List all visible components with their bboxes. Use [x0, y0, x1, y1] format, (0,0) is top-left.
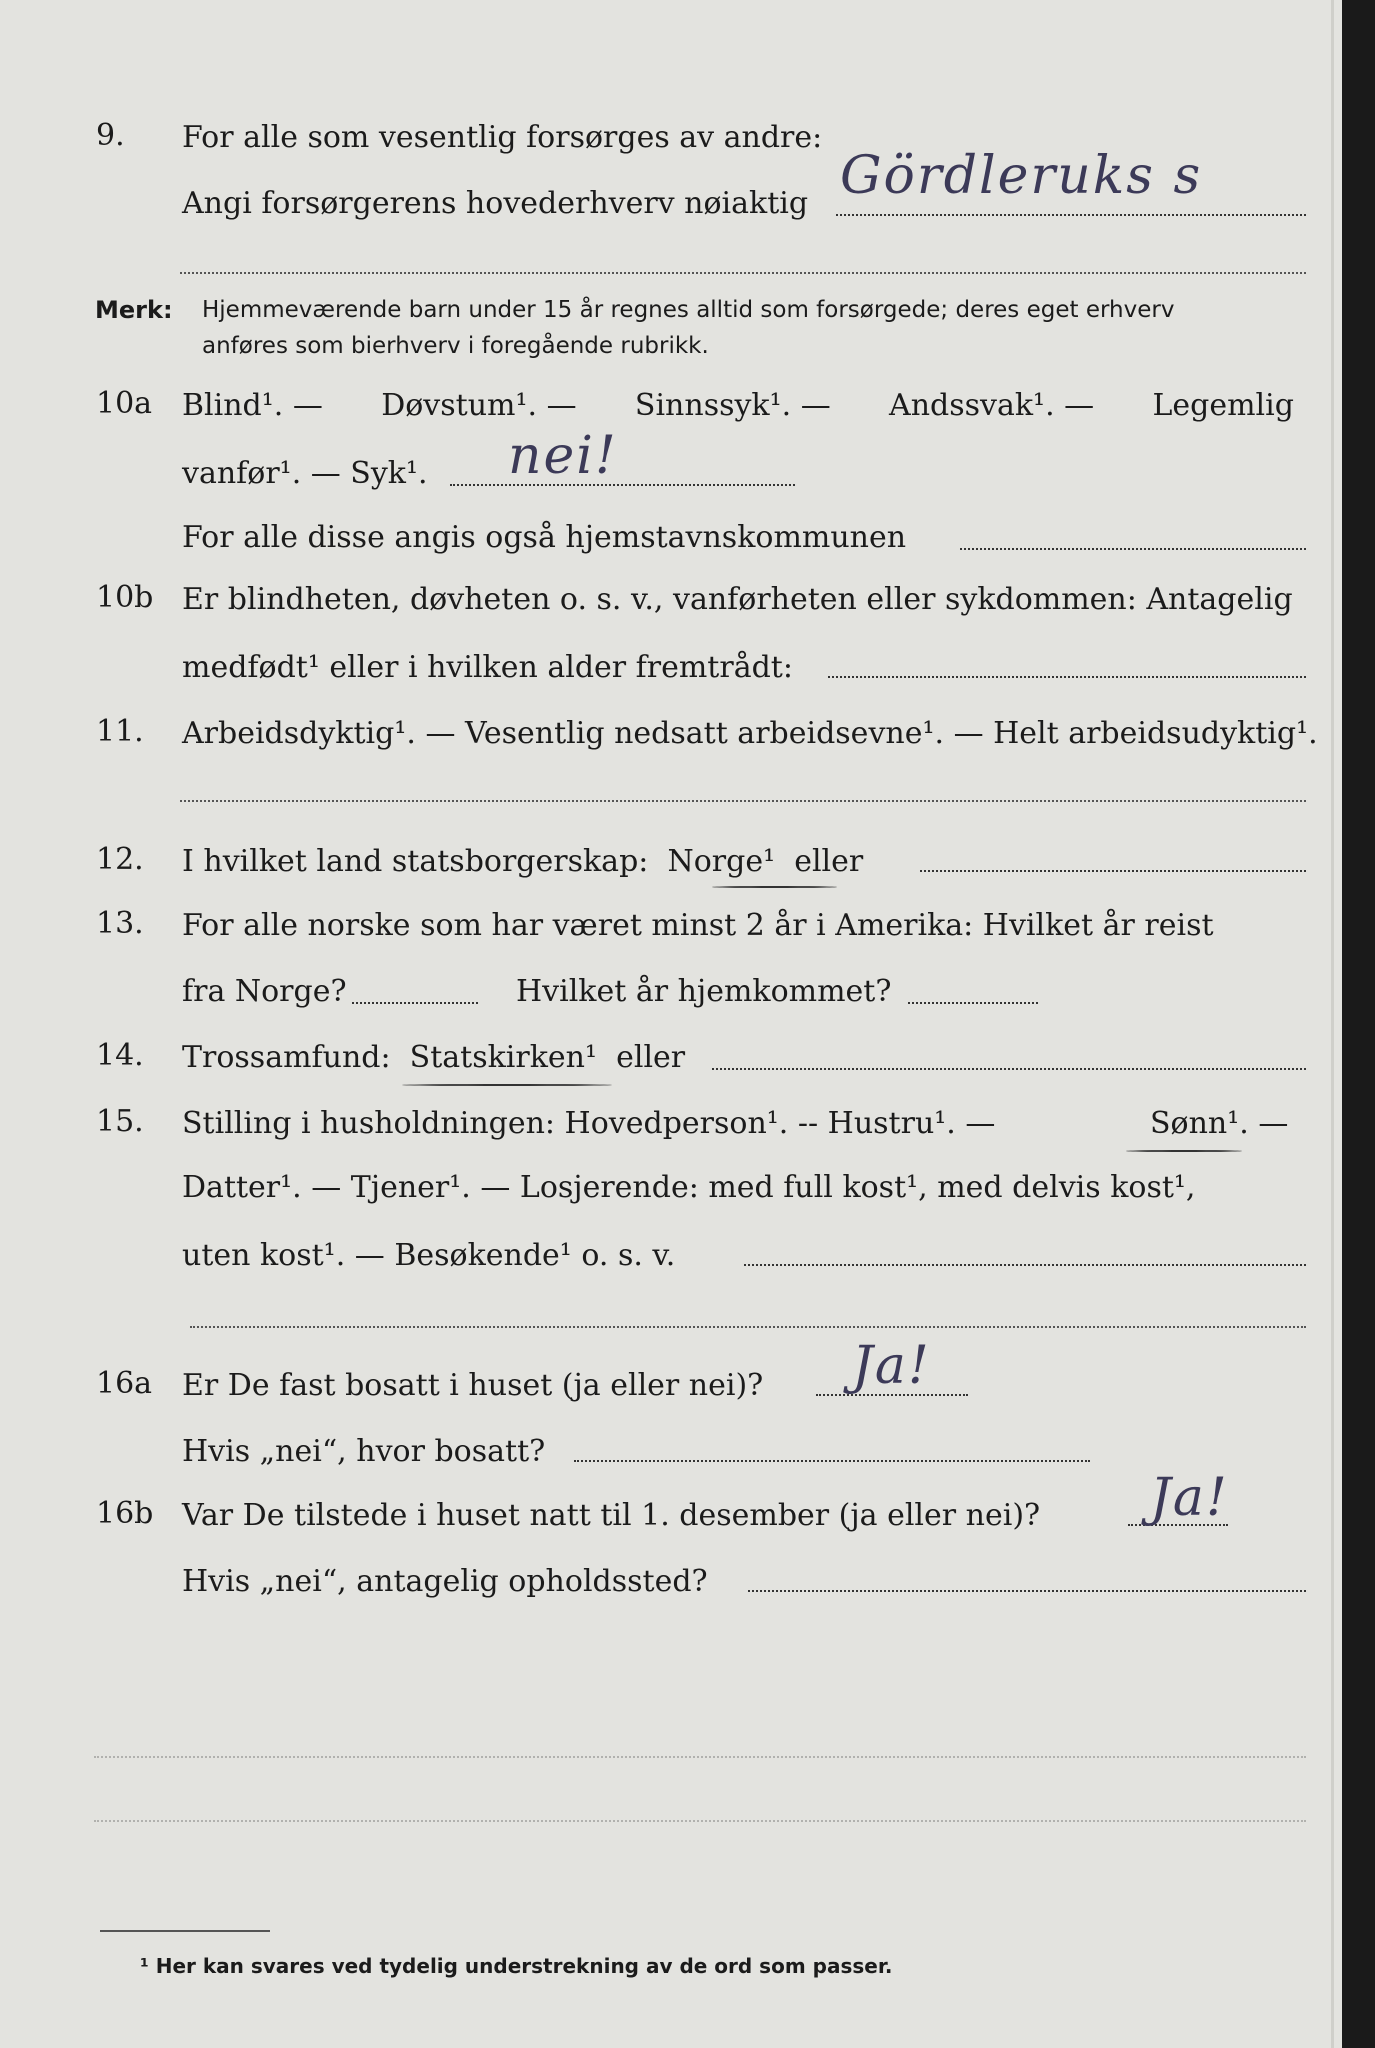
- q16a-bosatt-line: [574, 1460, 1090, 1462]
- q12-option-eller: eller: [794, 844, 864, 879]
- q11-line1: Arbeidsdyktig¹. — Vesentlig nedsatt arbeidsevne¹. — Helt arbeidsudyktig¹.: [182, 716, 1318, 751]
- q13-hjemkommet-line: [908, 1002, 1038, 1004]
- q10a-line1: [182, 386, 1294, 426]
- q15-line2: Datter¹. — Tjener¹. — Losjerende: med full kost¹, med delvis kost¹,: [182, 1170, 1196, 1205]
- q16b-line1: Var De tilstede i huset natt til 1. desember (ja eller nei)?: [182, 1498, 1041, 1533]
- q14-option-eller: eller: [616, 1040, 686, 1075]
- q12-line: [182, 842, 863, 882]
- q15-line3: uten kost¹. — Besøkende¹ o. s. v.: [182, 1238, 676, 1273]
- q12-option-norge: Norge¹: [667, 844, 776, 879]
- q9-answer-line: [836, 214, 1306, 216]
- q15-line1: Stilling i husholdningen: Hovedperson¹. -- Hustru¹. —: [182, 1106, 996, 1141]
- q15-extra-line: [190, 1326, 1306, 1328]
- q10b-line1: Er blindheten, døvheten o. s. v., vanførheten eller sykdommen: Antagelig: [182, 582, 1293, 617]
- q16b-number: 16b: [96, 1496, 154, 1531]
- q15-answer-line: [744, 1264, 1306, 1266]
- q10a-hjemstavn-line: [960, 548, 1306, 550]
- merk-label: Merk:: [95, 296, 173, 324]
- merk-line2: anføres som bierhverv i foregående rubrikk.: [202, 333, 709, 359]
- blank-line-2: [94, 1820, 1306, 1822]
- q16b-handwritten-answer: Ja!: [1150, 1468, 1229, 1528]
- merk-line1: Hjemmeværende barn under 15 år regnes alltid som forsørgede; deres eget erhverv: [202, 297, 1175, 323]
- q13-line1: For alle norske som har været minst 2 år i Amerika: Hvilket år reist: [182, 908, 1214, 943]
- option-andssvak: Andssvak¹. —: [889, 388, 1095, 423]
- q9-number: 9.: [96, 118, 125, 153]
- q13-hjemkommet-label: Hvilket år hjemkommet?: [516, 974, 892, 1009]
- q14-number: 14.: [96, 1038, 144, 1073]
- q13-number: 13.: [96, 906, 144, 941]
- q13-reist-label: fra Norge?: [182, 974, 347, 1009]
- q10b-answer-line: [828, 676, 1306, 678]
- q10a-line3: For alle disse angis også hjemstavnskommunen: [182, 520, 907, 555]
- page-edge: [1331, 0, 1334, 2048]
- q9-handwritten-answer: Gördleruks s: [840, 146, 1203, 206]
- q9-extra-line: [180, 272, 1306, 274]
- footnote: ¹ Her kan svares ved tydelig understrekning av de ord som passer.: [140, 1954, 893, 1978]
- q13-reist-line: [352, 1002, 478, 1004]
- q10a-line2: vanfør¹. — Syk¹.: [182, 456, 428, 491]
- q10a-handwritten-answer: nei!: [508, 426, 618, 486]
- q12-number: 12.: [96, 842, 144, 877]
- q12-question: I hvilket land statsborgerskap:: [182, 844, 649, 879]
- q14-question: Trossamfund:: [182, 1040, 391, 1075]
- q16a-handwritten-answer: Ja!: [852, 1336, 931, 1396]
- q10b-number: 10b: [96, 580, 154, 615]
- q16b-line2: Hvis „nei“, antagelig opholdssted?: [182, 1564, 708, 1599]
- q10a-number: 10a: [96, 386, 153, 421]
- q14-option-statskirken: Statskirken¹: [409, 1040, 598, 1075]
- q16a-number: 16a: [96, 1366, 153, 1401]
- q16a-line2: Hvis „nei“, hvor bosatt?: [182, 1434, 546, 1469]
- q16a-line1: Er De fast bosatt i huset (ja eller nei)?: [182, 1368, 764, 1403]
- option-sinnssyk: Sinnssyk¹. —: [634, 388, 831, 423]
- q10b-line2: medfødt¹ eller i hvilken alder fremtrådt:: [182, 650, 793, 685]
- blank-line-1: [94, 1756, 1306, 1758]
- q10a-answer-line: [450, 484, 795, 486]
- option-legemlig: Legemlig: [1152, 388, 1294, 423]
- q15-number: 15.: [96, 1104, 144, 1139]
- q12-underline-norge: [712, 886, 837, 888]
- option-blind: Blind¹. —: [182, 388, 323, 423]
- q16b-opholdssted-line: [748, 1590, 1306, 1592]
- q11-number: 11.: [96, 714, 144, 749]
- option-dovstum: Døvstum¹. —: [381, 388, 577, 423]
- q9-line1: For alle som vesentlig forsørges av andre:: [182, 120, 823, 155]
- q11-answer-line: [180, 800, 1306, 802]
- q15-underline-sonn: [1126, 1150, 1242, 1152]
- q12-answer-line: [920, 870, 1306, 872]
- q9-line2: Angi forsørgerens hovederhverv nøiaktig: [182, 186, 809, 221]
- q14-answer-line: [712, 1068, 1306, 1070]
- q15-option-sonn: Sønn¹. —: [1150, 1106, 1289, 1141]
- q14-underline-statskirken: [402, 1084, 612, 1086]
- q14-line: [182, 1038, 685, 1078]
- footnote-rule: [100, 1930, 270, 1932]
